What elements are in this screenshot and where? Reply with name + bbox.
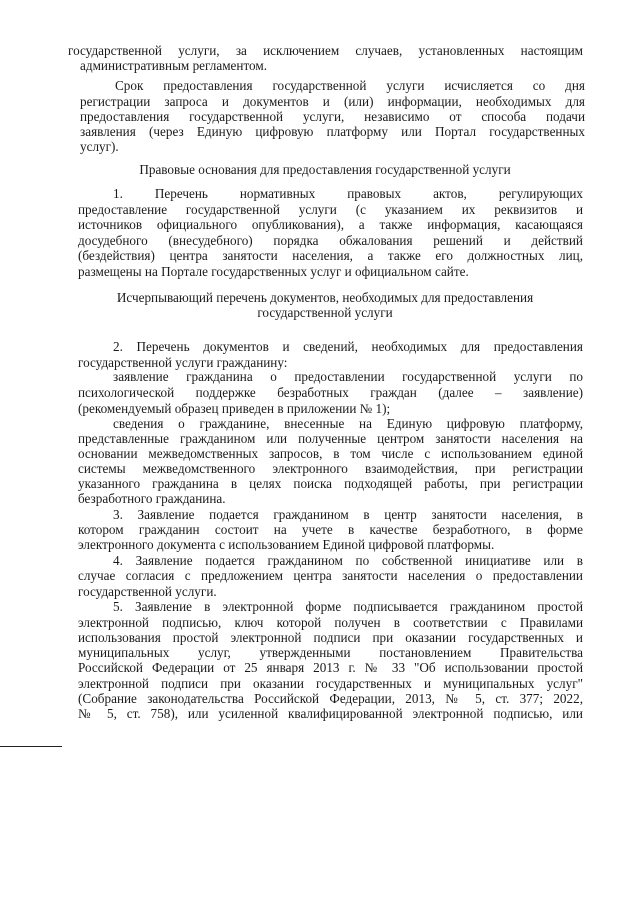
text-line: случае согласия с предложением центра занятости населения о предоставлении <box>78 568 583 583</box>
text-line: 5. Заявление в электронной форме подписывается гражданином простой <box>113 599 583 614</box>
text-line: заявление гражданина о предоставлении государственной услуги по <box>113 369 583 384</box>
text-line: (Собрание законодательства Российской Федерации, 2013, № 5, ст. 377; 2022, <box>78 691 583 706</box>
text-line: указанного гражданина в целях поиска подходящей работы, при регистрации <box>78 476 583 491</box>
text-line: 3. Заявление подается гражданином в центр занятости населения, в <box>113 507 583 522</box>
text-line: представленные гражданином или полученные центром занятости населения на <box>78 431 583 446</box>
text-line: электронного документа с использованием Единой цифровой платформы. <box>78 537 495 552</box>
text-line: услуг). <box>80 139 119 154</box>
text-line: государственной услуги, за исключением случаев, установленных настоящим <box>68 43 583 58</box>
text-line: досудебного (внесудебного) порядка обжалования решений и действий <box>78 233 583 248</box>
text-line: (рекомендуемый образец приведен в приложении № 1); <box>78 401 391 416</box>
text-line: предоставление государственной услуги (с указанием их реквизитов и <box>78 202 583 217</box>
text-line: безработного гражданина. <box>78 491 226 506</box>
text-line: предоставления государственной услуги, независимо от способа подачи <box>80 109 585 124</box>
footnote-separator <box>0 746 62 747</box>
text-line: электронной подписи при оказании государственных и муниципальных услуг" <box>78 676 583 691</box>
text-line: административным регламентом. <box>80 58 268 73</box>
text-line: системы межведомственного электронного взаимодействия, при регистрации <box>78 461 583 476</box>
text-line: Правовые основания для предоставления государственной услуги <box>139 162 511 177</box>
text-line: психологической поддержке безработных граждан (далее – заявление) <box>78 385 583 400</box>
text-line: № 5, ст. 758), или усиленной квалифицированной электронной подписью, или <box>78 706 583 721</box>
text-line: размещены на Портале государственных услуг и официальном сайте. <box>78 264 469 279</box>
text-line: сведения о гражданине, внесенные на Единую цифровую платформу, <box>113 416 583 431</box>
text-line: Исчерпывающий перечень документов, необходимых для предоставления <box>116 290 534 305</box>
text-line: (бездействия) центра занятости населения, а также его должностных лиц, <box>78 248 583 263</box>
text-line: регистрации запроса и документов и (или) информации, необходимых для <box>80 94 585 109</box>
text-line: муниципальных услуг, утвержденными постановлением Правительства <box>78 645 583 660</box>
text-line: 4. Заявление подается гражданином по собственной инициативе или в <box>113 553 583 568</box>
text-line: заявления (через Единую цифровую платформу или Портал государственных <box>80 124 585 139</box>
text-line: государственной услуги. <box>78 584 217 599</box>
text-line: государственной услуги гражданину: <box>78 355 288 370</box>
text-line: Российской Федерации от 25 января 2013 г. № 33 "Об использовании простой <box>78 660 583 675</box>
text-line: электронной подписью, ключ которой получен в соответствии с Правилами <box>78 615 583 630</box>
text-line: основании межведомственных запросов, в том числе с использованием единой <box>78 446 583 461</box>
text-line: 2. Перечень документов и сведений, необходимых для предоставления <box>113 339 583 354</box>
text-line: Срок предоставления государственной услуги исчисляется со дня <box>115 78 585 93</box>
text-line: котором гражданин состоит на учете в качестве безработного, в форме <box>78 522 583 537</box>
text-line: государственной услуги <box>257 305 393 320</box>
text-line: 1. Перечень нормативных правовых актов, регулирующих <box>113 186 583 201</box>
text-line: использования простой электронной подписи при оказании государственных и <box>78 630 583 645</box>
text-line: источников официального опубликования), а также информация, касающаяся <box>78 217 583 232</box>
